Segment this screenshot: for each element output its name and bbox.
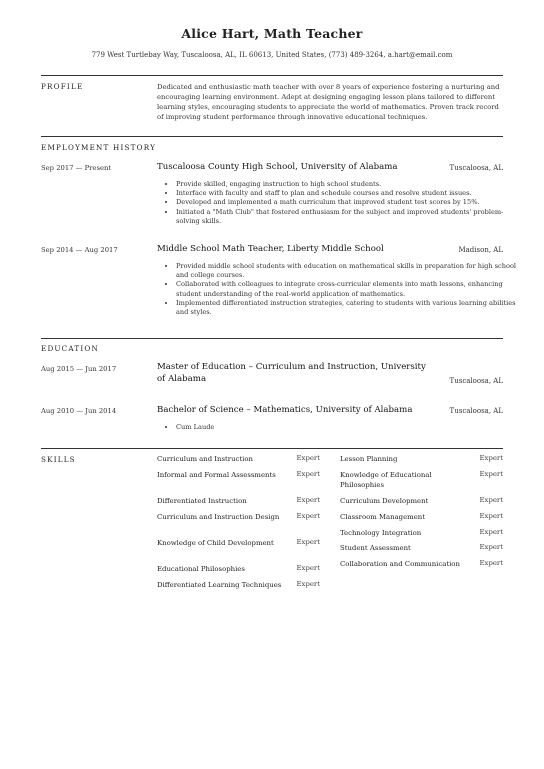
profile-summary: Dedicated and enthusiastic math teacher with over 8 years of experience fostering a nurturing and encouraging learning environment. Adept at designing engaging lesson plans tailored to different learning styles, encouraging students to appreciate the world of mathematics. Proven track record of improving student performance through innovative educational techniques. xyxy=(157,83,500,121)
education-location: Tuscaloosa, AL xyxy=(449,407,503,415)
section-divider xyxy=(41,448,503,449)
contact-line: 779 West Turtlebay Way, Tuscaloosa, AL, IL 60613, United States, (773) 489-3264, a.hart@email.com xyxy=(91,51,453,59)
skill-level: Expert xyxy=(479,528,503,536)
skill-level: Expert xyxy=(296,512,320,520)
education-location: Tuscaloosa, AL xyxy=(449,377,503,385)
job-title: Middle School Math Teacher, Liberty Middle School xyxy=(157,244,384,254)
skill-name: Informal and Formal Assessments xyxy=(157,471,276,479)
section-divider xyxy=(41,75,503,76)
skill-name: Curriculum Development xyxy=(340,497,429,505)
skill-name: Educational Philosophies xyxy=(157,565,245,573)
skill-name: Knowledge of Child Development xyxy=(157,539,274,547)
list-item: • Interface with faculty and staff to plan and schedule courses and resolve student issues. xyxy=(176,189,518,198)
skill-name: Differentiated Instruction xyxy=(157,497,247,505)
resume-name: Alice Hart, Math Teacher xyxy=(181,26,363,41)
list-item: • Implemented differentiated instruction strategies, catering to students with various learning abilities and styles. xyxy=(176,299,518,317)
skill-level: Expert xyxy=(296,496,320,504)
section-title-profile: PROFILE xyxy=(41,82,84,91)
list-item: • Developed and implemented a math curriculum that improved student test scores by 15%. xyxy=(176,198,518,207)
education-bullets xyxy=(165,423,518,432)
skill-name: Classroom Management xyxy=(340,513,425,521)
skill-name: Technology Integration xyxy=(340,529,422,537)
skill-level: Expert xyxy=(479,454,503,462)
skill-level: Expert xyxy=(479,496,503,504)
section-divider xyxy=(41,136,503,137)
skill-level: Expert xyxy=(296,470,320,478)
skill-name: Knowledge of Educational Philosophies xyxy=(340,471,432,489)
skill-level: Expert xyxy=(479,512,503,520)
list-item: • Provide skilled, engaging instruction to high school students. xyxy=(176,180,518,189)
skill-level: Expert xyxy=(296,580,320,588)
job-title: Tuscaloosa County High School, University of Alabama xyxy=(157,162,398,172)
section-title-employment: EMPLOYMENT HISTORY xyxy=(41,143,157,152)
skill-name: Curriculum and Instruction Design xyxy=(157,513,280,521)
skill-name: Lesson Planning xyxy=(340,455,398,463)
education-title: Master of Education – Curriculum and Instruction, University of Alabama xyxy=(157,362,426,384)
skill-level: Expert xyxy=(296,538,320,546)
skill-level: Expert xyxy=(479,470,503,478)
list-item: • Cum Laude xyxy=(176,423,518,432)
skill-level: Expert xyxy=(479,559,503,567)
education-dates: Aug 2010 — Jun 2014 xyxy=(41,407,117,415)
section-title-skills: SKILLS xyxy=(41,455,76,464)
skill-level: Expert xyxy=(296,454,320,462)
job-dates: Sep 2014 — Aug 2017 xyxy=(41,246,118,254)
skill-name: Differentiated Learning Techniques xyxy=(157,581,282,589)
skill-name: Student Assessment xyxy=(340,544,411,552)
skill-name: Collaboration and Communication xyxy=(340,560,460,568)
job-bullets xyxy=(165,180,518,226)
list-item: • Initiated a "Math Club" that fostered enthusiasm for the subject and improved students' problem-solving skills. xyxy=(176,208,518,226)
section-title-education: EDUCATION xyxy=(41,344,99,353)
education-title: Bachelor of Science – Mathematics, University of Alabama xyxy=(157,405,413,415)
job-bullets xyxy=(165,262,518,317)
section-divider xyxy=(41,338,503,339)
skill-level: Expert xyxy=(479,543,503,551)
education-dates: Aug 2015 — Jun 2017 xyxy=(41,365,117,373)
job-location: Madison, AL xyxy=(458,246,503,254)
skill-level: Expert xyxy=(296,564,320,572)
job-location: Tuscaloosa, AL xyxy=(449,164,503,172)
list-item: • Collaborated with colleagues to integrate cross-curricular elements into math lessons, enhancing student understanding of the real-world application of mathematics. xyxy=(176,280,518,298)
skill-name: Curriculum and Instruction xyxy=(157,455,253,463)
list-item: • Provided middle school students with education on mathematical skills in preparation for high school and college courses. xyxy=(176,262,518,280)
job-dates: Sep 2017 — Present xyxy=(41,164,112,172)
